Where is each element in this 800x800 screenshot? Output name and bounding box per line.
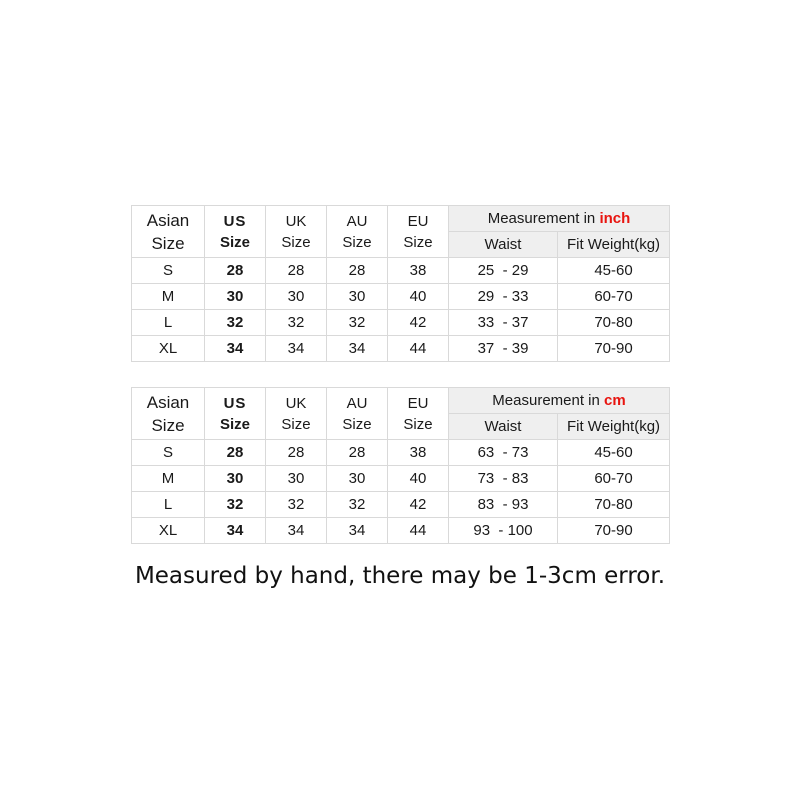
header-us-size-label: Size xyxy=(219,233,250,251)
cell-eu: 42 xyxy=(388,492,449,518)
cell-us: 32 xyxy=(205,310,266,336)
header-measurement-unit: inch xyxy=(599,210,631,227)
measurement-disclaimer: Measured by hand, there may be 1-3cm error. xyxy=(134,563,666,589)
cell-uk: 30 xyxy=(266,284,327,310)
cell-waist: 37 - 39 xyxy=(449,336,558,362)
cell-us: 32 xyxy=(205,492,266,518)
cell-au: 32 xyxy=(327,310,388,336)
header-waist: Waist xyxy=(449,414,558,440)
header-waist: Waist xyxy=(449,232,558,258)
cell-waist: 63 - 73 xyxy=(449,440,558,466)
cell-asian: XL xyxy=(132,336,205,362)
cell-asian: L xyxy=(132,310,205,336)
header-asian-size xyxy=(132,206,205,258)
cell-asian: XL xyxy=(132,518,205,544)
cell-waist: 73 - 83 xyxy=(449,466,558,492)
size-table-inch xyxy=(131,205,670,362)
cell-asian: M xyxy=(132,466,205,492)
cell-waist: 25 - 29 xyxy=(449,258,558,284)
cell-weight: 45-60 xyxy=(558,440,670,466)
header-fit-weight: Fit Weight(kg) xyxy=(558,232,670,258)
cell-weight: 70-80 xyxy=(558,492,670,518)
cell-au: 32 xyxy=(327,492,388,518)
cell-weight: 45-60 xyxy=(558,258,670,284)
cell-eu: 38 xyxy=(388,440,449,466)
header-uk-size-label: Size xyxy=(281,233,311,251)
cell-weight: 70-90 xyxy=(558,336,670,362)
header-fit-weight: Fit Weight(kg) xyxy=(558,414,670,440)
cell-us: 34 xyxy=(205,518,266,544)
cell-uk: 28 xyxy=(266,258,327,284)
cell-eu: 38 xyxy=(388,258,449,284)
cell-au: 30 xyxy=(327,466,388,492)
cell-waist: 33 - 37 xyxy=(449,310,558,336)
header-measurement xyxy=(449,388,670,414)
cell-uk: 34 xyxy=(266,336,327,362)
cell-us: 30 xyxy=(205,284,266,310)
header-au-size xyxy=(327,388,388,440)
cell-weight: 60-70 xyxy=(558,466,670,492)
table-row xyxy=(132,466,670,492)
header-uk-label: UK xyxy=(285,212,307,230)
cell-weight: 70-90 xyxy=(558,518,670,544)
cell-uk: 30 xyxy=(266,466,327,492)
cell-eu: 40 xyxy=(388,284,449,310)
header-uk-size-label: Size xyxy=(281,415,311,433)
cell-us: 28 xyxy=(205,258,266,284)
cell-weight: 60-70 xyxy=(558,284,670,310)
cell-au: 28 xyxy=(327,258,388,284)
table-row xyxy=(132,336,670,362)
header-uk-size xyxy=(266,388,327,440)
cell-asian: S xyxy=(132,440,205,466)
cell-eu: 44 xyxy=(388,518,449,544)
cell-eu: 44 xyxy=(388,336,449,362)
header-measurement-unit: cm xyxy=(604,392,626,409)
table-row xyxy=(132,518,670,544)
cell-eu: 42 xyxy=(388,310,449,336)
cell-us: 30 xyxy=(205,466,266,492)
table-row xyxy=(132,258,670,284)
cell-us: 34 xyxy=(205,336,266,362)
cell-asian: M xyxy=(132,284,205,310)
table-row xyxy=(132,284,670,310)
header-au-label: AU xyxy=(346,212,368,230)
table-row xyxy=(132,492,670,518)
header-measurement-prefix: Measurement in xyxy=(492,392,600,409)
header-us-size xyxy=(205,206,266,258)
header-eu-size xyxy=(388,206,449,258)
table-row xyxy=(132,310,670,336)
cell-waist: 29 - 33 xyxy=(449,284,558,310)
cell-uk: 32 xyxy=(266,492,327,518)
header-us-size xyxy=(205,388,266,440)
header-au-size-label: Size xyxy=(342,415,372,433)
header-uk-size xyxy=(266,206,327,258)
header-measurement-prefix: Measurement in xyxy=(487,210,596,227)
header-asian-size-label: Size xyxy=(151,233,185,253)
cell-eu: 40 xyxy=(388,466,449,492)
header-asian-label: Asian xyxy=(146,392,190,412)
header-au-size xyxy=(327,206,388,258)
cell-au: 28 xyxy=(327,440,388,466)
header-asian-size xyxy=(132,388,205,440)
header-uk-label: UK xyxy=(285,394,307,412)
header-us-size-label: Size xyxy=(219,415,250,433)
cell-au: 34 xyxy=(327,336,388,362)
header-measurement xyxy=(449,206,670,232)
header-eu-label: EU xyxy=(407,212,429,230)
cell-waist: 83 - 93 xyxy=(449,492,558,518)
header-us-label: US xyxy=(223,212,247,230)
header-eu-size-label: Size xyxy=(403,233,433,251)
cell-weight: 70-80 xyxy=(558,310,670,336)
header-au-size-label: Size xyxy=(342,233,372,251)
header-asian-size-label: Size xyxy=(151,415,185,435)
cell-us: 28 xyxy=(205,440,266,466)
header-eu-size-label: Size xyxy=(403,415,433,433)
cell-uk: 32 xyxy=(266,310,327,336)
cell-au: 34 xyxy=(327,518,388,544)
cell-uk: 34 xyxy=(266,518,327,544)
cell-asian: L xyxy=(132,492,205,518)
header-us-label: US xyxy=(223,394,247,412)
cell-uk: 28 xyxy=(266,440,327,466)
cell-waist: 93 - 100 xyxy=(449,518,558,544)
header-eu-size xyxy=(388,388,449,440)
table-row xyxy=(132,440,670,466)
header-asian-label: Asian xyxy=(146,210,190,230)
header-eu-label: EU xyxy=(407,394,429,412)
cell-au: 30 xyxy=(327,284,388,310)
cell-asian: S xyxy=(132,258,205,284)
size-table-cm xyxy=(131,387,670,544)
header-au-label: AU xyxy=(346,394,368,412)
